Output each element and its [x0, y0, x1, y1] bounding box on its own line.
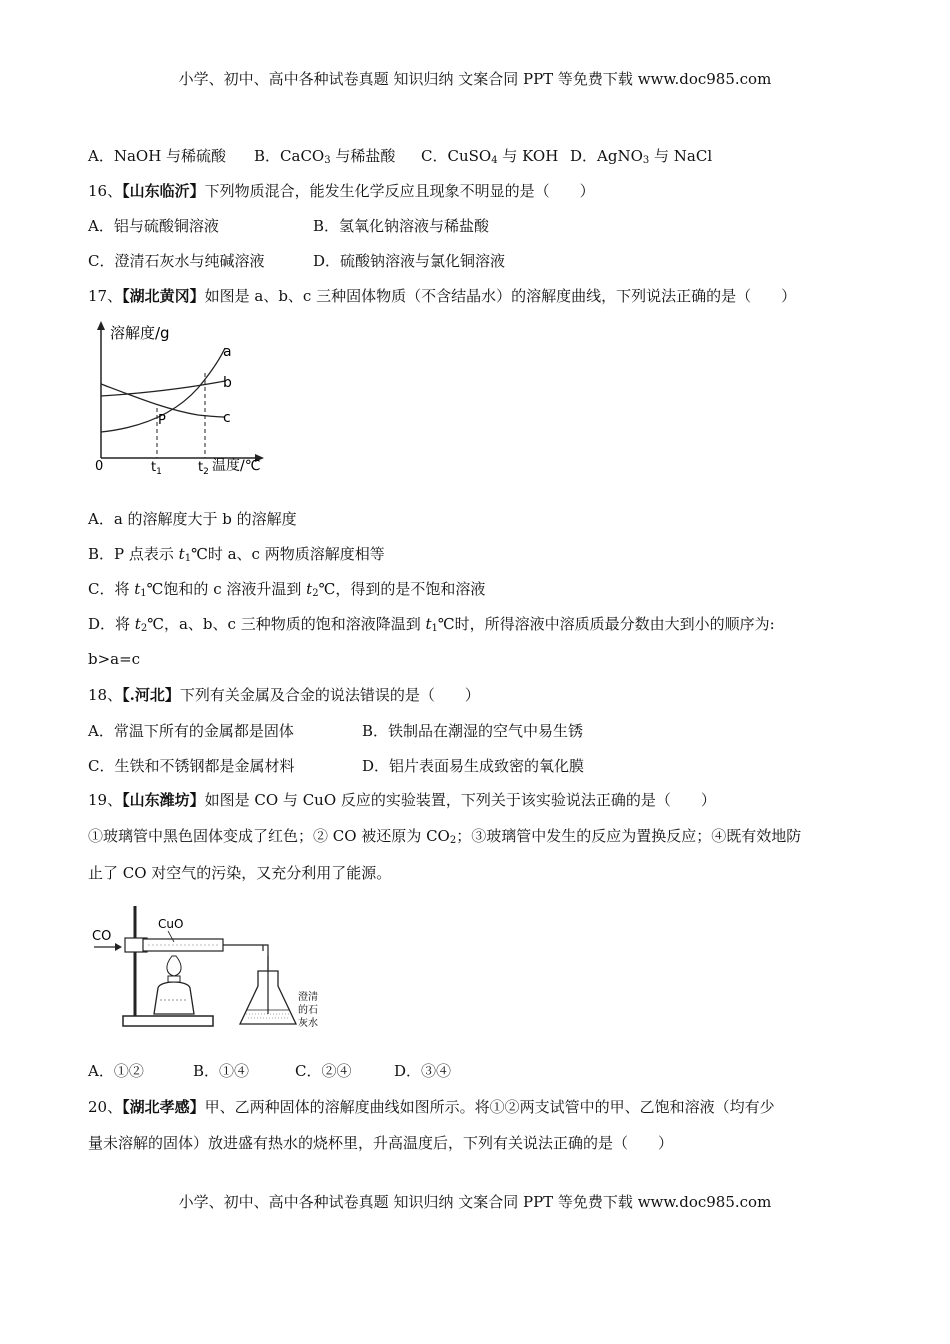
- curve-b: [101, 381, 225, 396]
- q16-stem: 16、【山东临沂】下列物质混合，能发生化学反应且现象不明显的是（ ）: [88, 182, 595, 200]
- q18-option-a: A．常温下所有的金属都是固体: [88, 722, 294, 740]
- q19-option-b: B．①④: [193, 1062, 250, 1080]
- q20-stem: 20、【湖北孝感】甲、乙两种固体的溶解度曲线如图所示。将①②两支试管中的甲、乙饱和溶液（均有少: [88, 1098, 775, 1116]
- q15-option-a: A．NaOH 与稀硫酸: [88, 147, 227, 165]
- q15-option-d: D．AgNO$_3$ 与 NaCl: [570, 147, 713, 166]
- q17-option-d: D．将 $t_2℃$，a、b、c 三种物质的饱和溶液降温到 $t_1℃$时，所得溶液中溶质质最分数由大到小的顺序为:: [88, 615, 775, 634]
- q16-source-tag: 【山东临沂】: [122, 182, 205, 200]
- q18-option-d: D．铝片表面易生成致密的氧化膜: [362, 757, 585, 775]
- t2-tick-label: $t_2$: [198, 460, 209, 477]
- origin-label: 0: [95, 459, 104, 474]
- co-cuo-apparatus: [88, 896, 338, 1036]
- alcohol-lamp: [154, 982, 194, 1014]
- q19-statements-1: ①玻璃管中黑色固体变成了红色；② CO 被还原为 $CO_2$；③玻璃管中发生的反应为置换反应；④既有效地防: [88, 827, 802, 846]
- q19-option-a: A．①②: [88, 1062, 144, 1080]
- q19-stem: 19、【山东潍坊】如图是 CO 与 CuO 反应的实验装置，下列关于该实验说法正确的是（ ）: [88, 791, 716, 809]
- page-footer: 小学、初中、高中各种试卷真题 知识归纳 文案合同 PPT 等免费下载 www.doc985.com: [178, 1193, 772, 1211]
- solubility-graph: [88, 318, 278, 480]
- q15-option-b: B．CaCO$_3$ 与稀盐酸: [254, 147, 396, 166]
- q16-option-b: B．氢氧化钠溶液与稀盐酸: [313, 217, 490, 235]
- q18-source-tag: 【.河北】: [122, 686, 180, 704]
- x-axis-label: 温度/℃: [212, 458, 261, 474]
- q19-option-c: C．②④: [295, 1062, 352, 1080]
- limewater-label-2: 的石: [298, 1005, 318, 1016]
- q17-option-a: A．a 的溶解度大于 b 的溶解度: [88, 510, 297, 528]
- flame: [167, 956, 181, 976]
- q18-option-c: C．生铁和不锈钢都是金属材料: [88, 757, 295, 775]
- curve-a-label: a: [223, 344, 232, 360]
- limewater-label-1: 澄清: [298, 992, 318, 1003]
- curve-c-label: c: [223, 410, 231, 426]
- y-axis-label: 溶解度/g: [110, 324, 170, 342]
- q17-option-c: C．将 $t_1℃$饱和的 c 溶液升温到 $t_2℃$，得到的是不饱和溶液: [88, 580, 486, 599]
- q17-source-tag: 【湖北黄冈】: [122, 287, 205, 305]
- q20-stem-cont: 量未溶解的固体）放进盛有热水的烧杯里，升高温度后，下列有关说法正确的是（ ）: [88, 1134, 674, 1152]
- q17-stem: 17、【湖北黄冈】如图是 a、b、c 三种固体物质（不含结晶水）的溶解度曲线，下列说法正确的是（ ）: [88, 287, 797, 305]
- q19-statements-2: 止了 CO 对空气的污染，又充分利用了能源。: [88, 864, 392, 882]
- limewater-label-3: 灰水: [298, 1018, 318, 1029]
- q15-option-c: C．CuSO$_4$ 与 KOH: [421, 147, 559, 166]
- q18-stem: 18、【.河北】下列有关金属及合金的说法错误的是（ ）: [88, 686, 480, 704]
- t1-tick-label: $t_1$: [151, 460, 162, 477]
- q16-option-c: C．澄清石灰水与纯碱溶液: [88, 252, 265, 270]
- q17-option-d-cont: b>a=c: [88, 650, 141, 668]
- y-axis-arrow: [97, 321, 105, 330]
- q19-source-tag: 【山东潍坊】: [122, 791, 205, 809]
- cuo-label: CuO: [158, 917, 184, 931]
- stand-base: [123, 1016, 213, 1026]
- curve-b-label: b: [223, 375, 232, 391]
- q17-option-b: B．P 点表示 $t_1℃$时 a、c 两物质溶解度相等: [88, 545, 385, 564]
- co-label: CO: [92, 929, 112, 944]
- glass-tube: [143, 939, 223, 951]
- q19-option-d: D．③④: [394, 1062, 452, 1080]
- q20-source-tag: 【湖北孝感】: [122, 1098, 205, 1116]
- q16-option-d: D．硫酸钠溶液与氯化铜溶液: [313, 252, 506, 270]
- point-p-label: P: [158, 413, 166, 428]
- q16-option-a: A．铝与硫酸铜溶液: [88, 217, 219, 235]
- q18-option-b: B．铁制品在潮湿的空气中易生锈: [362, 722, 584, 740]
- page-header: 小学、初中、高中各种试卷真题 知识归纳 文案合同 PPT 等免费下载 www.doc985.com: [178, 70, 772, 88]
